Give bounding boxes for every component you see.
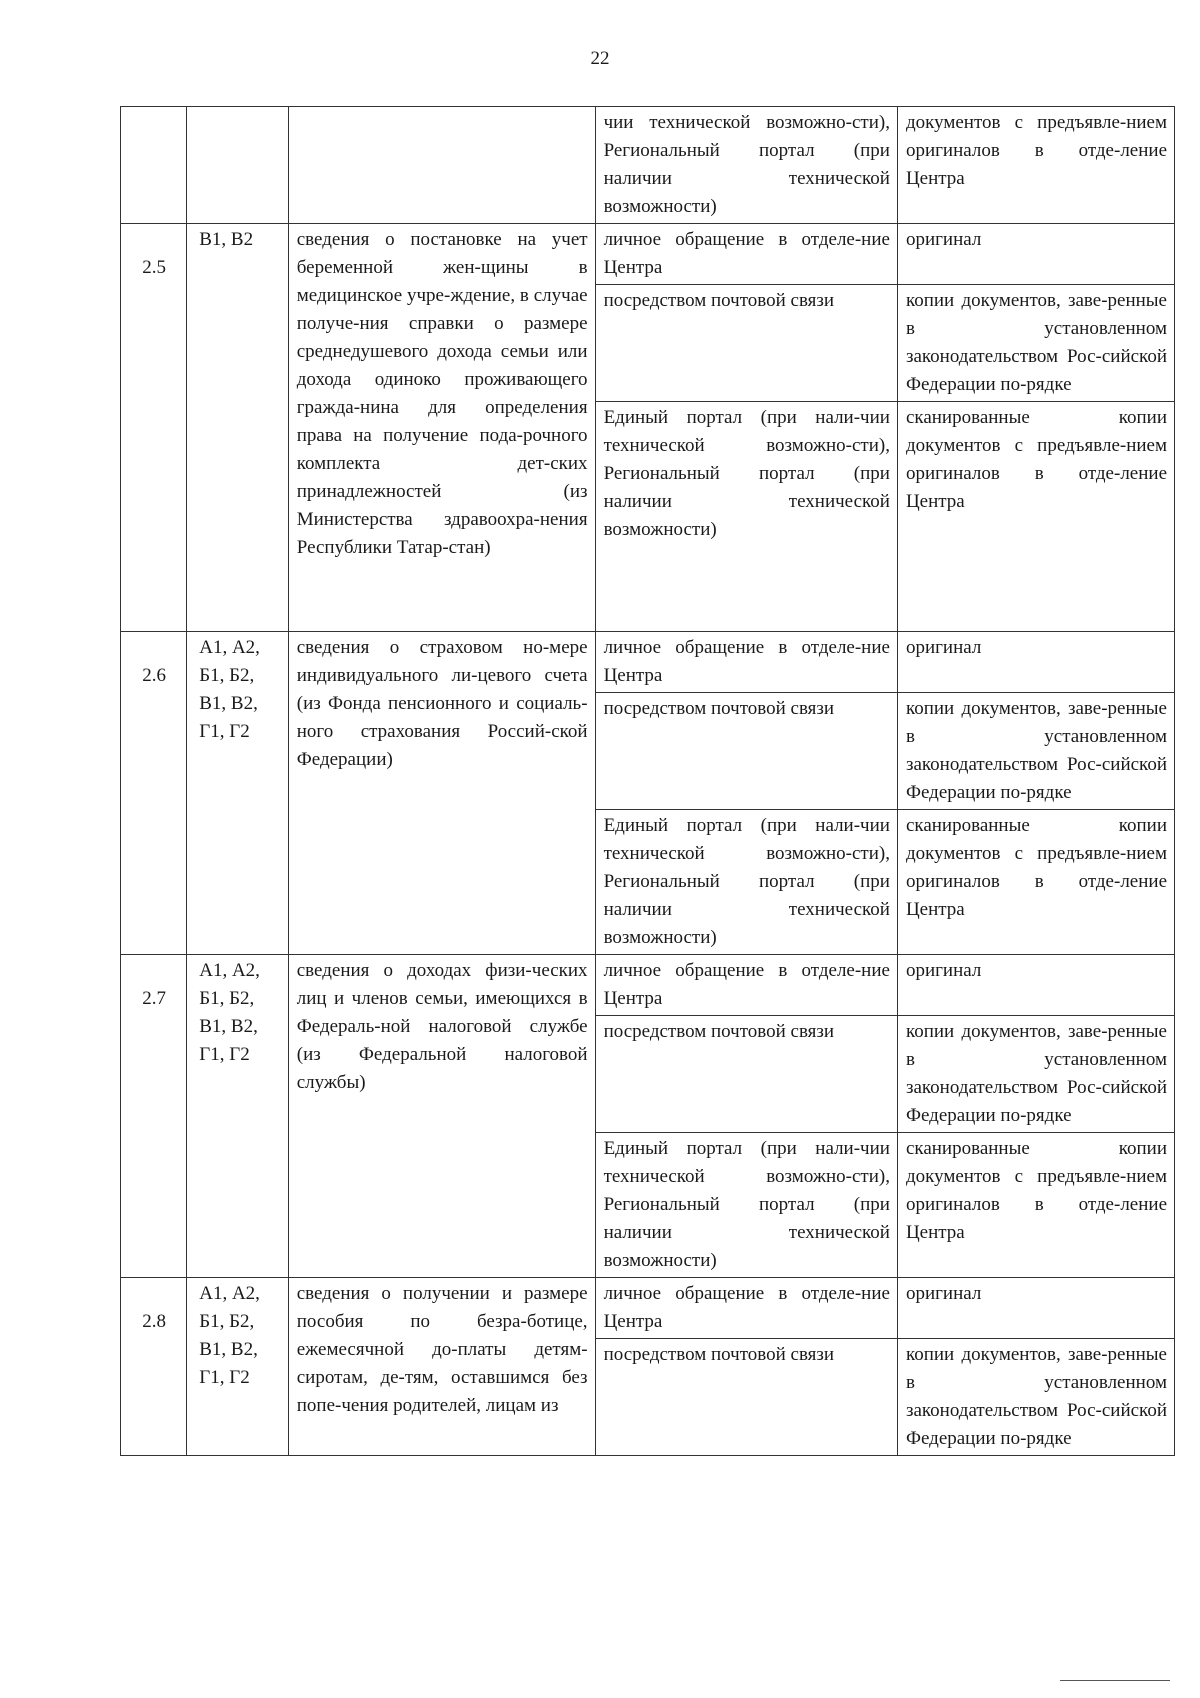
cell-info: сведения о страховом но-мере индивидуального ли-цевого счета (из Фонда пенсионного и социаль-ного страхования Россий-ской Федерации) [288,632,595,955]
cell-doc: копии документов, заве-ренные в установленном законодательством Рос-сийской Федерации по-рядке [897,1016,1174,1133]
cell-codes [187,107,289,224]
cell-method: личное обращение в отделе-ние Центра [595,955,897,1016]
cell-method: посредством почтовой связи [595,285,897,402]
cell-num: 2.8 [121,1278,187,1456]
cell-method: Единый портал (при нали-чии технической возможно-сти), Региональный портал (при наличии технической возможности) [595,1133,897,1278]
cell-codes: В1, В2 [187,224,289,632]
cell-doc: документов с предъявле-нием оригиналов в отде-ление Центра [897,107,1174,224]
cell-codes: А1, А2, Б1, Б2, В1, В2, Г1, Г2 [187,955,289,1278]
cell-num: 2.5 [121,224,187,632]
cell-info: сведения о получении и размере пособия по безра-ботице, ежемесячной до-платы детям-сиротам, де-тям, оставшимся без попе-чения родителей, лицам из [288,1278,595,1456]
cell-doc: копии документов, заве-ренные в установленном законодательством Рос-сийской Федерации по-рядке [897,285,1174,402]
cell-doc: копии документов, заве-ренные в установленном законодательством Рос-сийской Федерации по-рядке [897,693,1174,810]
cell-method: чии технической возможно-сти), Региональный портал (при наличии технической возможности) [595,107,897,224]
cell-doc: оригинал [897,1278,1174,1339]
cell-method: посредством почтовой связи [595,1339,897,1456]
cell-num: 2.7 [121,955,187,1278]
cell-doc: копии документов, заве-ренные в установленном законодательством Рос-сийской Федерации по-рядке [897,1339,1174,1456]
cell-doc: оригинал [897,224,1174,285]
table-row-continuation [121,107,1175,224]
cell-doc: сканированные копии документов с предъявле-нием оригиналов в отде-ление Центра [897,810,1174,955]
cell-info: сведения о доходах физи-ческих лиц и членов семьи, имеющихся в Федераль-ной налоговой службе (из Федеральной налоговой службы) [288,955,595,1278]
table-row-2-6 [121,632,1175,693]
cell-doc: оригинал [897,955,1174,1016]
table-row-2-7 [121,955,1175,1016]
cell-method: Единый портал (при нали-чии технической возможно-сти), Региональный портал (при наличии технической возможности) [595,810,897,955]
footer-divider [1060,1680,1170,1681]
cell-info: сведения о постановке на учет беременной жен-щины в медицинское учре-ждение, в случае получе-ния справки о размере среднедушевого дохода семьи или дохода одиноко проживающего гражда-нина для определения права на получение пода-рочного комплекта дет-ских принадлежностей (из Министерства здравоохра-нения Республики Татар-стан) [288,224,595,632]
cell-method: личное обращение в отделе-ние Центра [595,224,897,285]
cell-num [121,107,187,224]
cell-doc: оригинал [897,632,1174,693]
cell-doc: сканированные копии документов с предъявле-нием оригиналов в отде-ление Центра [897,1133,1174,1278]
cell-codes: А1, А2, Б1, Б2, В1, В2, Г1, Г2 [187,632,289,955]
cell-info [288,107,595,224]
cell-method: посредством почтовой связи [595,693,897,810]
cell-method: личное обращение в отделе-ние Центра [595,1278,897,1339]
cell-doc: сканированные копии документов с предъявле-нием оригиналов в отде-ление Центра [897,402,1174,632]
documents-table [120,106,1175,1456]
cell-method: личное обращение в отделе-ние Центра [595,632,897,693]
cell-num: 2.6 [121,632,187,955]
cell-codes: А1, А2, Б1, Б2, В1, В2, Г1, Г2 [187,1278,289,1456]
cell-method: посредством почтовой связи [595,1016,897,1133]
table-row-2-5 [121,224,1175,285]
cell-method: Единый портал (при нали-чии технической возможно-сти), Региональный портал (при наличии технической возможности) [595,402,897,632]
page-number: 22 [590,48,610,69]
table-row-2-8 [121,1278,1175,1339]
